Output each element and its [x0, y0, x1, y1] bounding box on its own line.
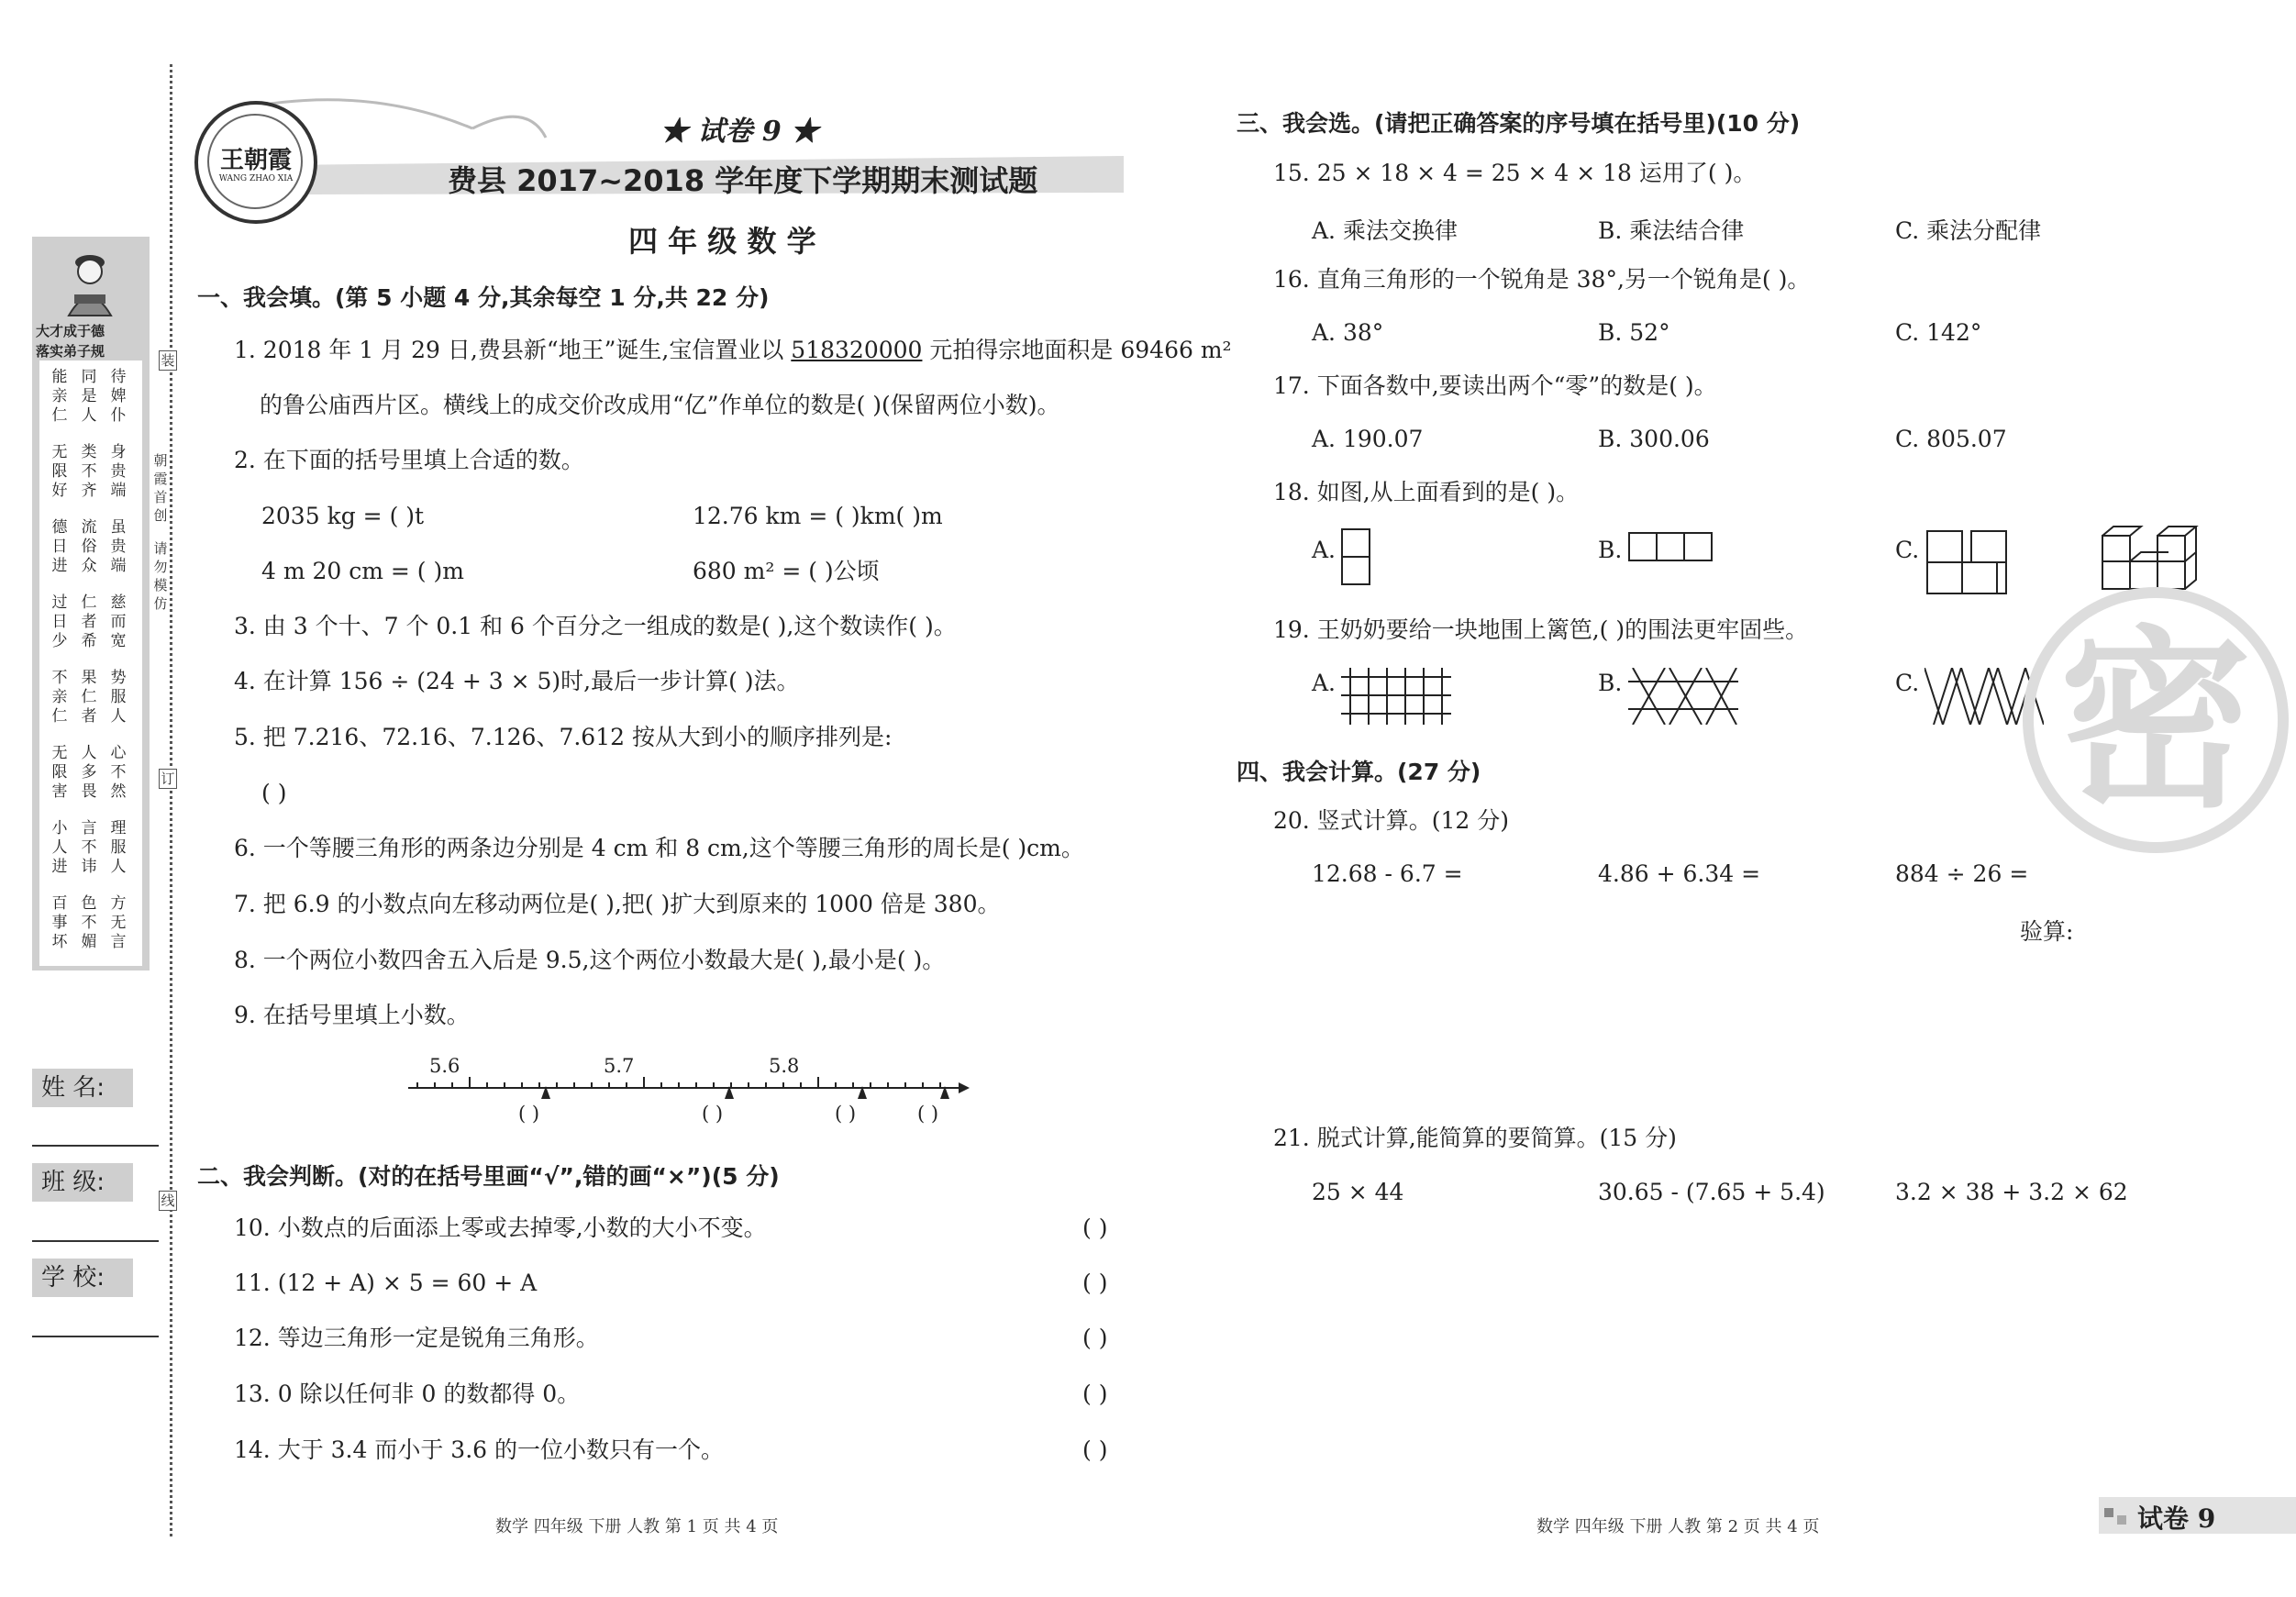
- question-19: 19. 王奶奶要给一块地围上篱笆,( )的围法更牢固些。: [1273, 616, 1809, 643]
- footer-tag: 试卷 9: [2137, 1503, 2216, 1534]
- q17-option-a: A. 190.07: [1312, 426, 1424, 452]
- binding-mark-1: 装: [159, 350, 177, 371]
- q16-option-c: C. 142°: [1895, 319, 1982, 346]
- answer-13[interactable]: ( ): [1082, 1381, 1108, 1407]
- question-14: 14. 大于 3.4 而小于 3.6 的一位小数只有一个。: [234, 1436, 725, 1463]
- question-17: 17. 下面各数中,要读出两个“零”的数是( )。: [1273, 372, 1717, 399]
- q1-price: 518320000: [791, 337, 923, 363]
- question-2a: 2035 kg = ( )t: [261, 503, 425, 529]
- q1-text-a: 1. 2018 年 1 月 29 日,费县新“地王”诞生,宝信置业以: [234, 337, 784, 363]
- q15-option-b: B. 乘法结合律: [1598, 217, 1745, 244]
- nl-blank-3[interactable]: ( ): [835, 1103, 857, 1125]
- section-1-title: 一、我会填。(第 5 小题 4 分,其余每空 1 分,共 22 分): [197, 284, 770, 311]
- motto-group: 流俗众: [81, 518, 97, 575]
- section-2-title: 二、我会判断。(对的在括号里画“√”,错的画“×”)(5 分): [197, 1163, 780, 1190]
- exam-title: 费县 2017~2018 学年度下学期期末测试题: [448, 163, 1038, 198]
- school-line[interactable]: [32, 1336, 159, 1337]
- question-12: 12. 等边三角形一定是锐角三角形。: [234, 1325, 599, 1351]
- logo-text: 王朝霞: [219, 147, 292, 174]
- motto-group: 同是人: [81, 368, 97, 425]
- q18a-cell-top: [1341, 528, 1370, 558]
- binding-line: [170, 64, 172, 1536]
- answer-11[interactable]: ( ): [1082, 1270, 1108, 1296]
- question-16: 16. 直角三角形的一个锐角是 38°,另一个锐角是( )。: [1273, 266, 1811, 293]
- binding-note-2: 请勿模仿: [153, 540, 168, 612]
- nl-blank-4[interactable]: ( ): [917, 1103, 939, 1125]
- section-4-title: 四、我会计算。(27 分): [1237, 759, 1481, 785]
- q20-expr-b: 4.86 + 6.34 =: [1598, 860, 1761, 887]
- question-1-cont: 的鲁公庙西片区。横线上的成交价改成用“亿”作单位的数是( )(保留两位小数)。: [260, 392, 1060, 418]
- brand-logo: [194, 101, 317, 224]
- q1-text-b: 元拍得宗地面积是 69466 m²: [929, 337, 1232, 363]
- question-6: 6. 一个等腰三角形的两条边分别是 4 cm 和 8 cm,这个等腰三角形的周长是( )cm。: [234, 835, 1084, 861]
- question-13: 13. 0 除以任何非 0 的数都得 0。: [234, 1381, 581, 1407]
- motto-group: 果仁者: [81, 669, 97, 726]
- nl-blank-2[interactable]: ( ): [702, 1103, 724, 1125]
- question-10: 10. 小数点的后面添上零或去掉零,小数的大小不变。: [234, 1214, 767, 1241]
- q20-expr-c: 884 ÷ 26 =: [1895, 860, 2029, 887]
- q15-option-c: C. 乘法分配律: [1895, 217, 2042, 244]
- scholar-illustration: [58, 244, 122, 317]
- motto-group: 色不媚: [81, 894, 97, 951]
- motto-group: 能亲仁: [51, 368, 68, 425]
- slogan-2: 落实弟子规: [36, 343, 105, 360]
- name-line[interactable]: [32, 1145, 159, 1147]
- q16-option-b: B. 52°: [1598, 319, 1670, 346]
- motto-group: 人多畏: [81, 744, 97, 801]
- motto-panel: [32, 237, 150, 970]
- number-line: [404, 1055, 972, 1137]
- footer-right: 数学 四年级 下册 人教 第 2 页 共 4 页: [1536, 1517, 1820, 1536]
- q20-expr-a: 12.68 - 6.7 =: [1312, 860, 1463, 887]
- question-2: 2. 在下面的括号里填上合适的数。: [234, 447, 584, 473]
- logo-sub: WANG ZHAO XIA: [218, 174, 294, 183]
- question-2d: 680 m² = ( )公顷: [693, 558, 880, 584]
- seal-char: 密: [2058, 609, 2252, 834]
- q15-option-a: A. 乘法交换律: [1312, 217, 1458, 244]
- motto-group: 过日少: [51, 593, 68, 650]
- binding-mark-3: 线: [159, 1191, 177, 1211]
- nl-blank-1[interactable]: ( ): [518, 1103, 540, 1125]
- slogan-1: 大才成于德: [36, 323, 105, 339]
- motto-group: 无限好: [51, 443, 68, 500]
- q21-expr-a: 25 × 44: [1312, 1179, 1404, 1205]
- q16-option-a: A. 38°: [1312, 319, 1384, 346]
- motto-group: 慈而宽: [110, 593, 127, 650]
- motto-group: 理服人: [110, 819, 127, 876]
- nl-arrow: [959, 1082, 970, 1093]
- q18a-cell-bottom: [1341, 556, 1370, 585]
- question-7: 7. 把 6.9 的小数点向左移动两位是( ),把( )扩大到原来的 1000 倍是 380。: [234, 891, 1001, 917]
- q18c-cell-1: [1926, 530, 1963, 563]
- question-2b: 12.76 km = ( )km( )m: [693, 503, 943, 529]
- question-8: 8. 一个两位小数四舍五入后是 9.5,这个两位小数最大是( ),最小是( )。: [234, 947, 946, 973]
- question-20: 20. 竖式计算。(12 分): [1273, 807, 1509, 834]
- motto-group: 小人进: [51, 819, 68, 876]
- binding-mark-2: 订: [159, 769, 177, 789]
- footer-tag-bar: [2099, 1497, 2296, 1534]
- q19-option-c: C.: [1895, 670, 1920, 696]
- number-line-svg: [404, 1055, 972, 1110]
- q18c-cell-2: [1970, 530, 2007, 563]
- question-21: 21. 脱式计算,能简算的要简算。(15 分): [1273, 1125, 1677, 1151]
- exam-subtitle: 四 年 级 数 学: [628, 224, 816, 259]
- section-3-title: 三、我会选。(请把正确答案的序号填在括号里)(10 分): [1237, 110, 1801, 137]
- motto-group: 待婢仆: [110, 368, 127, 425]
- answer-10[interactable]: ( ): [1082, 1214, 1108, 1241]
- answer-12[interactable]: ( ): [1082, 1325, 1108, 1351]
- q18-option-a: A.: [1312, 537, 1337, 563]
- q21-expr-b: 30.65 - (7.65 + 5.4): [1598, 1179, 1825, 1205]
- check-label: 验算:: [2020, 918, 2074, 945]
- question-18: 18. 如图,从上面看到的是( )。: [1273, 479, 1580, 505]
- paper-number: ★ 试卷 9 ★: [660, 116, 819, 148]
- motto-group: 言不讳: [81, 819, 97, 876]
- q18b-cell-1: [1628, 532, 1658, 561]
- fence-grid-figure: [1341, 668, 1451, 725]
- question-5-blank[interactable]: ( ): [261, 780, 287, 806]
- nl-label-2: 5.7: [604, 1055, 635, 1077]
- q18c-cell-3: [1926, 561, 1963, 594]
- q18-option-b: B.: [1598, 537, 1623, 563]
- q18-option-c: C.: [1895, 537, 1920, 563]
- answer-14[interactable]: ( ): [1082, 1436, 1108, 1463]
- name-label: 姓 名:: [32, 1069, 133, 1107]
- question-1: [234, 335, 1232, 366]
- q19-option-b: B.: [1598, 670, 1623, 696]
- motto-group: 德日进: [51, 518, 68, 575]
- q17-option-c: C. 805.07: [1895, 426, 2007, 452]
- motto-group: 无限害: [51, 744, 68, 801]
- question-5: 5. 把 7.216、72.16、7.126、7.612 按从大到小的顺序排列是:: [234, 724, 893, 750]
- q18c-cell-4: [1961, 561, 1998, 594]
- q18b-cell-2: [1656, 532, 1685, 561]
- motto-group: 仁者希: [81, 593, 97, 650]
- question-11: 11. (12 + A) × 5 = 60 + A: [234, 1270, 538, 1296]
- motto-group: 方无言: [110, 894, 127, 951]
- motto-text: [39, 360, 142, 966]
- confidential-seal: [2023, 587, 2289, 853]
- class-label: 班 级:: [32, 1163, 133, 1202]
- q17-option-b: B. 300.06: [1598, 426, 1710, 452]
- question-4: 4. 在计算 156 ÷ (24 + 3 × 5)时,最后一步计算( )法。: [234, 668, 800, 694]
- question-3: 3. 由 3 个十、7 个 0.1 和 6 个百分之一组成的数是( ),这个数读作( )。: [234, 613, 957, 639]
- fence-cross-figure: [1628, 668, 1738, 725]
- motto-group: 心不然: [110, 744, 127, 801]
- question-2c: 4 m 20 cm = ( )m: [261, 558, 464, 584]
- school-label: 学 校:: [32, 1259, 133, 1297]
- motto-group: 不亲仁: [51, 669, 68, 726]
- question-15: 15. 25 × 18 × 4 = 25 × 4 × 18 运用了( )。: [1273, 160, 1757, 186]
- motto-group: 类不齐: [81, 443, 97, 500]
- binding-note-1: 朝霞首创: [153, 452, 168, 524]
- class-line[interactable]: [32, 1240, 159, 1242]
- q18b-cell-3: [1683, 532, 1713, 561]
- motto-group: 百事坏: [51, 894, 68, 951]
- question-9: 9. 在括号里填上小数。: [234, 1002, 470, 1028]
- nl-label-1: 5.6: [429, 1055, 460, 1077]
- motto-group: 虽贵端: [110, 518, 127, 575]
- q18c-cell-5: [1996, 561, 2007, 594]
- footer-left: 数学 四年级 下册 人教 第 1 页 共 4 页: [495, 1517, 779, 1536]
- q19-option-a: A.: [1312, 670, 1337, 696]
- q21-expr-c: 3.2 × 38 + 3.2 × 62: [1895, 1179, 2128, 1205]
- motto-group: 势服人: [110, 669, 127, 726]
- nl-label-3: 5.8: [769, 1055, 800, 1077]
- motto-group: 身贵端: [110, 443, 127, 500]
